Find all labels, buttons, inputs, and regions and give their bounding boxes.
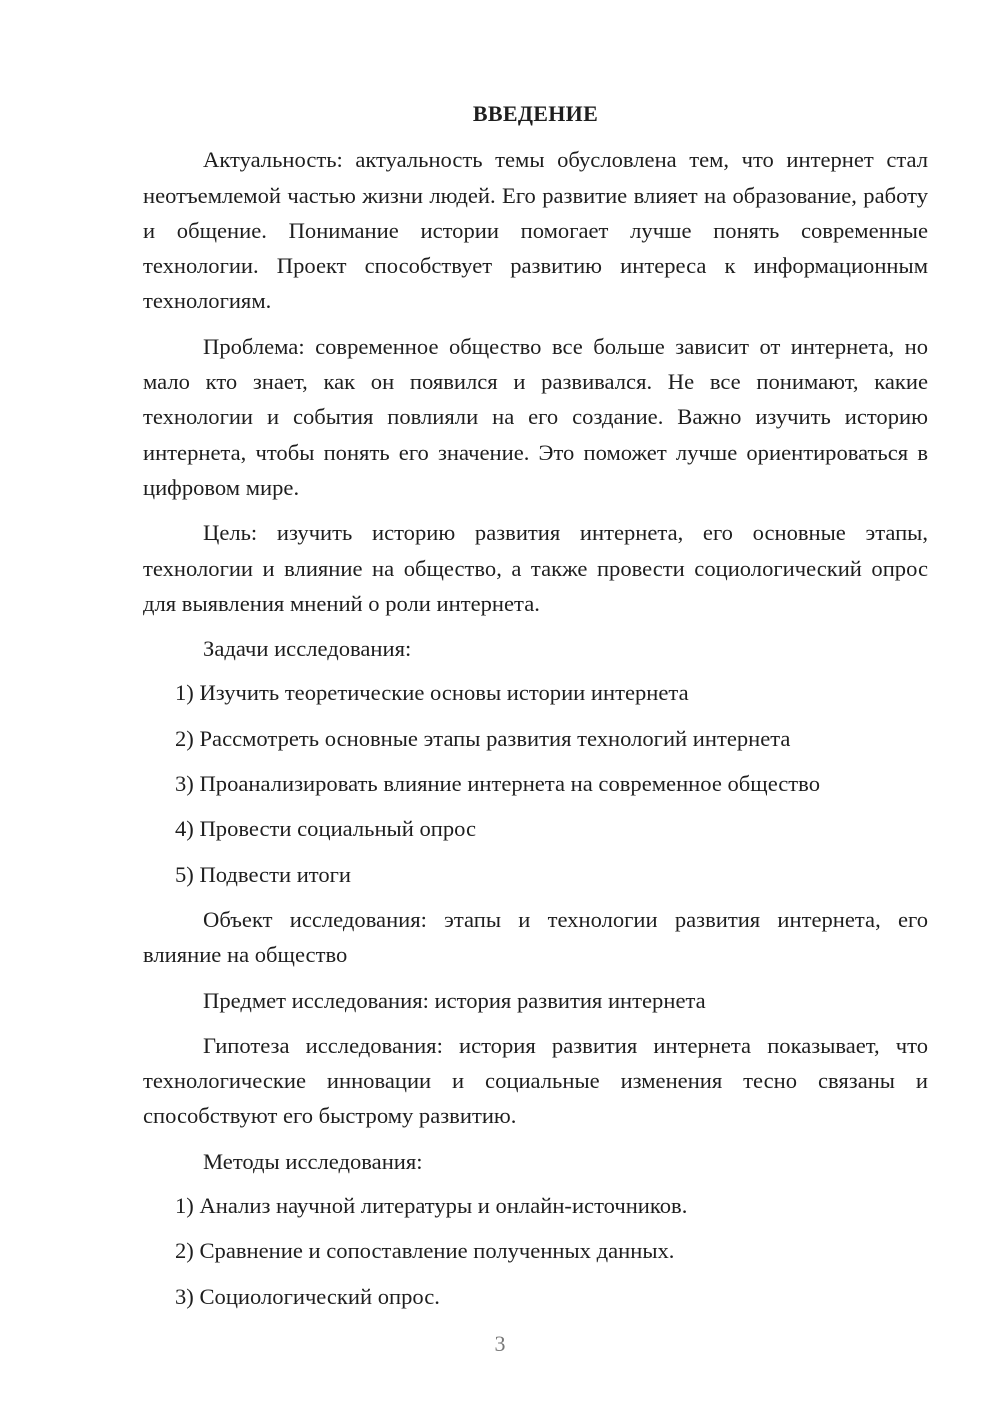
subject-paragraph: Предмет исследования: история развития интернета xyxy=(203,987,706,1013)
document-page xyxy=(143,96,928,1324)
problem-paragraph: Проблема: современное общество все больше зависит от интернета, но мало кто знает, как он появился и развивался. Не все понимают, какие технологии и события повлияли на его создание. Важно изучить историю интернета, чтобы понять его значение. Это поможет лучше ориентироваться в цифровом мире. xyxy=(143,333,928,500)
relevance-paragraph: Актуальность: актуальность темы обусловлена тем, что интернет стал неотъемлемой частью жизни людей. Его развитие влияет на образование, работу и общение. Понимание истории помогает лучше понять современные технологии. Проект способствует развитию интереса к информационным технологиям. xyxy=(143,147,928,314)
task-item: 1) Изучить теоретические основы истории интернета xyxy=(175,680,689,706)
hypothesis-paragraph: Гипотеза исследования: история развития интернета показывает, что технологические инновации и социальные изменения тесно связаны и способствуют его быстрому развитию. xyxy=(143,1032,928,1129)
methods-list xyxy=(143,1188,928,1314)
page-number: 3 xyxy=(494,1331,506,1356)
task-item: 5) Подвести итоги xyxy=(175,861,352,887)
method-item: 3) Социологический опрос. xyxy=(175,1283,440,1309)
goal-paragraph: Цель: изучить историю развития интернета, его основные этапы, технологии и влияние на общество, а также провести социологический опрос для выявления мнений о роли интернета. xyxy=(143,520,928,616)
object-paragraph: Объект исследования: этапы и технологии развития интернета, его влияние на общество xyxy=(143,906,928,968)
task-item: 3) Проанализировать влияние интернета на современное общество xyxy=(175,771,820,797)
method-item: 1) Анализ научной литературы и онлайн-источников. xyxy=(175,1193,688,1219)
task-item: 2) Рассмотреть основные этапы развития технологий интернета xyxy=(175,725,791,751)
task-item: 4) Провести социальный опрос xyxy=(175,816,477,842)
tasks-heading: Задачи исследования: xyxy=(203,636,412,662)
methods-heading: Методы исследования: xyxy=(203,1148,423,1174)
method-item: 2) Сравнение и сопоставление полученных данных. xyxy=(175,1238,675,1264)
tasks-list xyxy=(143,675,928,891)
page-title: ВВЕДЕНИЕ xyxy=(472,101,599,126)
